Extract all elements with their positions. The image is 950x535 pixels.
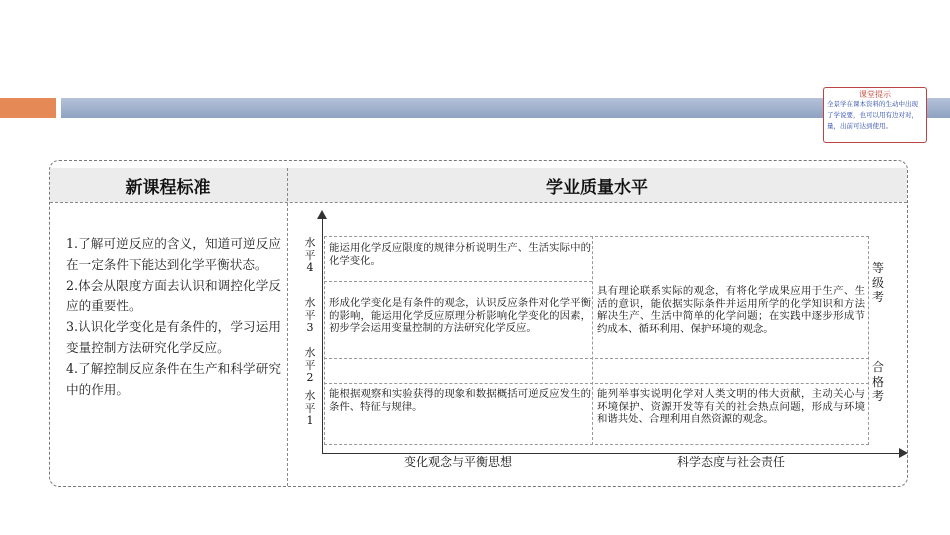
- level-3-concept-cell: 形成化学变化是有条件的观念，认识反应条件对化学平衡的影响，能运用化学反应原理分析影响化学变化的因素，初步学会运用变量控制的方法研究化学反应。: [329, 297, 591, 335]
- level-3-attitude-cell: 具有理论联系实际的观念，有将化学成果应用于生产、生活的意识，能依据实际条件并运用所学的化学知识和方法解决生产、生活中简单的化学问题；在实践中逐步形成节约成本、循环利用、保护环境的观念。: [597, 285, 865, 335]
- competency-axis-arrow: [899, 448, 908, 458]
- standard-item: 1.了解可逆反应的含义，知道可逆反应在一定条件下能达到化学平衡状态。: [66, 236, 281, 272]
- grade-exam-label: 等级考: [871, 261, 884, 304]
- tip-box: [823, 87, 927, 143]
- standard-item: 2.体会从限度方面去认识和调控化学反应的重要性。: [66, 277, 281, 314]
- tip-body: 全景学在课本资料的生动中出现了学说要，也可以用有边对对，量，出前可达到使用。: [827, 100, 918, 130]
- header-academic-quality-level: 学业质量水平: [546, 177, 648, 198]
- header-accent-bar: [0, 98, 56, 118]
- level-1-label: 水平1: [304, 389, 316, 427]
- grid-row-divider: [324, 383, 869, 384]
- tip-title: 课堂提示: [859, 90, 891, 99]
- grid-row-divider: [324, 281, 592, 282]
- axis-label-attitude-responsibility: 科学态度与社会责任: [676, 455, 785, 469]
- pass-exam-label: 合格考: [871, 360, 884, 403]
- grid-column-divider: [592, 236, 593, 445]
- standard-item: 3.认识化学变化是有条件的，学习运用变量控制方法研究化学反应。: [66, 319, 281, 355]
- standard-item: 4.了解控制反应条件在生产和科学研究中的作用。: [66, 360, 281, 397]
- grid-row-divider: [324, 358, 869, 359]
- level-4-concept-cell: 能运用化学反应限度的规律分析说明生产、生活实际中的化学变化。: [329, 242, 591, 267]
- level-2-label: 水平2: [304, 346, 316, 384]
- header-divider: [50, 202, 907, 203]
- header-bar: [61, 98, 950, 118]
- level-axis-arrow: [317, 210, 327, 219]
- standards-list: [66, 234, 281, 400]
- column-divider: [287, 168, 288, 486]
- level-4-label: 水平4: [304, 236, 316, 274]
- level-1-concept-cell: 能根据观察和实验获得的现象和数据概括可逆反应发生的条件、特征与规律。: [329, 388, 591, 413]
- header-new-curriculum-standard: 新课程标准: [125, 177, 211, 198]
- axis-label-change-balance: 变化观念与平衡思想: [403, 455, 512, 469]
- level-axis: [322, 218, 323, 454]
- level-3-label: 水平3: [304, 296, 316, 334]
- level-1-attitude-cell: 能列举事实说明化学对人类文明的伟大贡献，主动关心与环境保护、资源开发等有关的社会热点问题，形成与环境和谐共处、合理利用自然资源的观念。: [597, 388, 865, 426]
